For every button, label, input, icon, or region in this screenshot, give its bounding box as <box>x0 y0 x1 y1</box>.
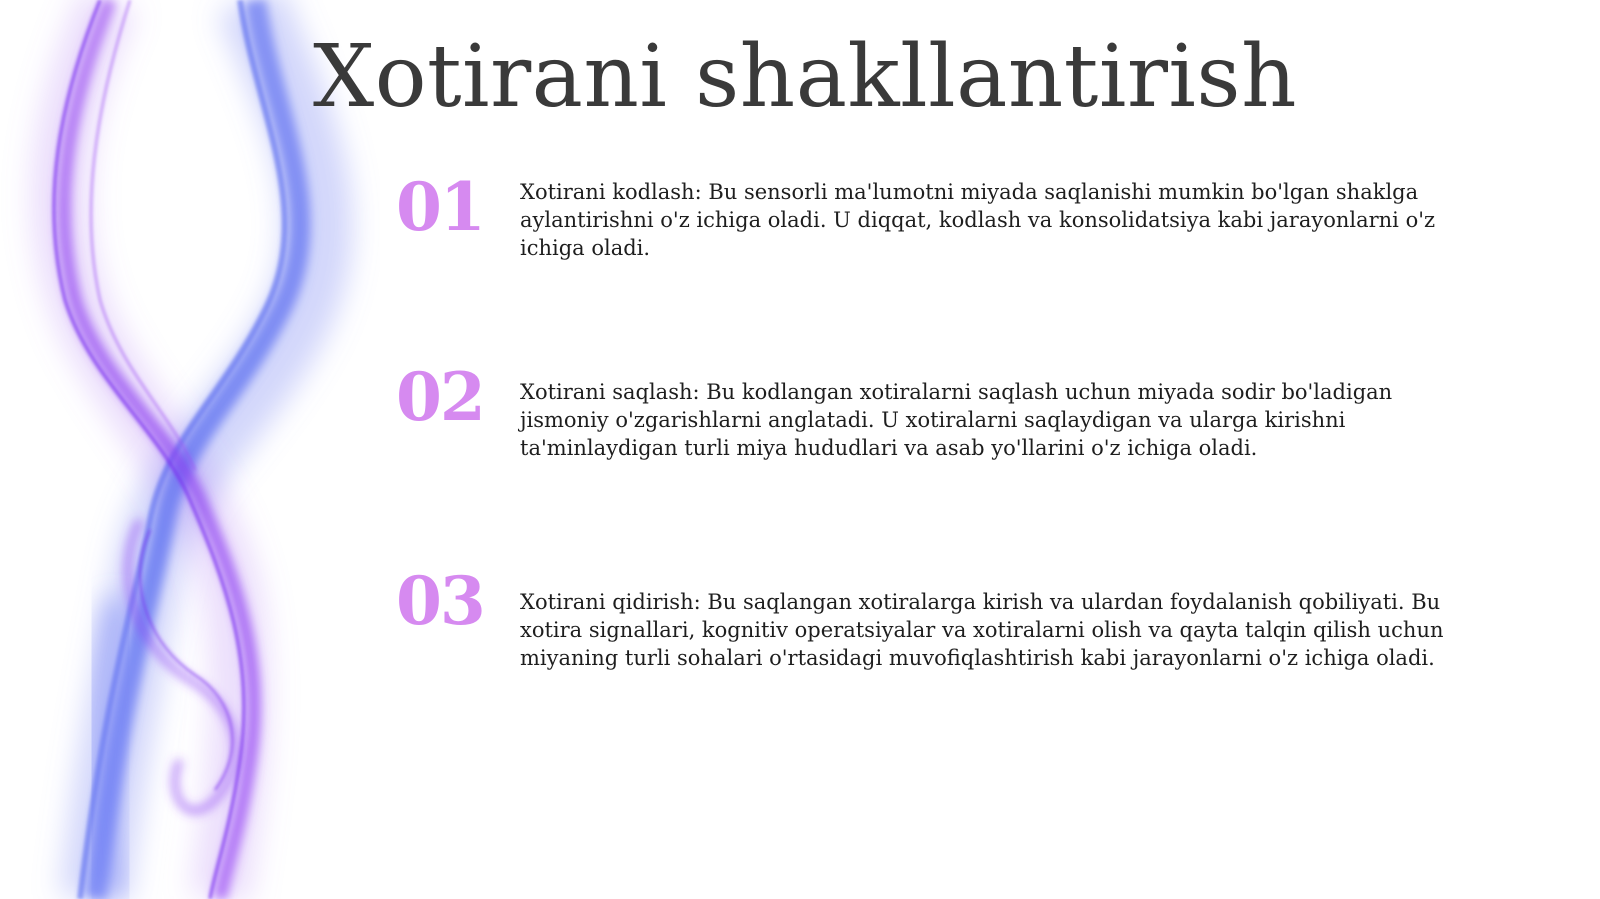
slide-title: Xotirani shakllantirish <box>313 27 1297 127</box>
item-number: 03 <box>396 562 484 640</box>
item-number: 02 <box>396 358 484 436</box>
item-text: Xotirani kodlash: Bu sensorli ma'lumotni miyada saqlanishi mumkin bo'lgan shaklga aylantirishni o'z ichiga oladi. U diqqat, kodlash va konsolidatsiya kabi jarayonlarni o'z ichiga oladi. <box>520 180 1436 260</box>
purple-smoke-decoration-icon <box>0 0 380 899</box>
item-text: Xotirani saqlash: Bu kodlangan xotiralarni saqlash uchun miyada sodir bo'ladigan jismoniy o'zgarishlarni anglatadi. U xotiralarni saqlaydigan va ularga kirishni ta'minlaydigan turli miya hududlari va asab yo'llarini o'z ichiga oladi. <box>520 380 1393 460</box>
item-number: 01 <box>396 168 484 246</box>
item-text: Xotirani qidirish: Bu saqlangan xotiralarga kirish va ulardan foydalanish qobiliyati. Bu xotira signallari, kognitiv operatsiyalar va xotiralarni olish va qayta talqin qilish uchun miyaning turli sohalari o'rtasidagi muvofiqlashtirish kabi jarayonlarni o'z ichiga oladi. <box>520 590 1444 670</box>
